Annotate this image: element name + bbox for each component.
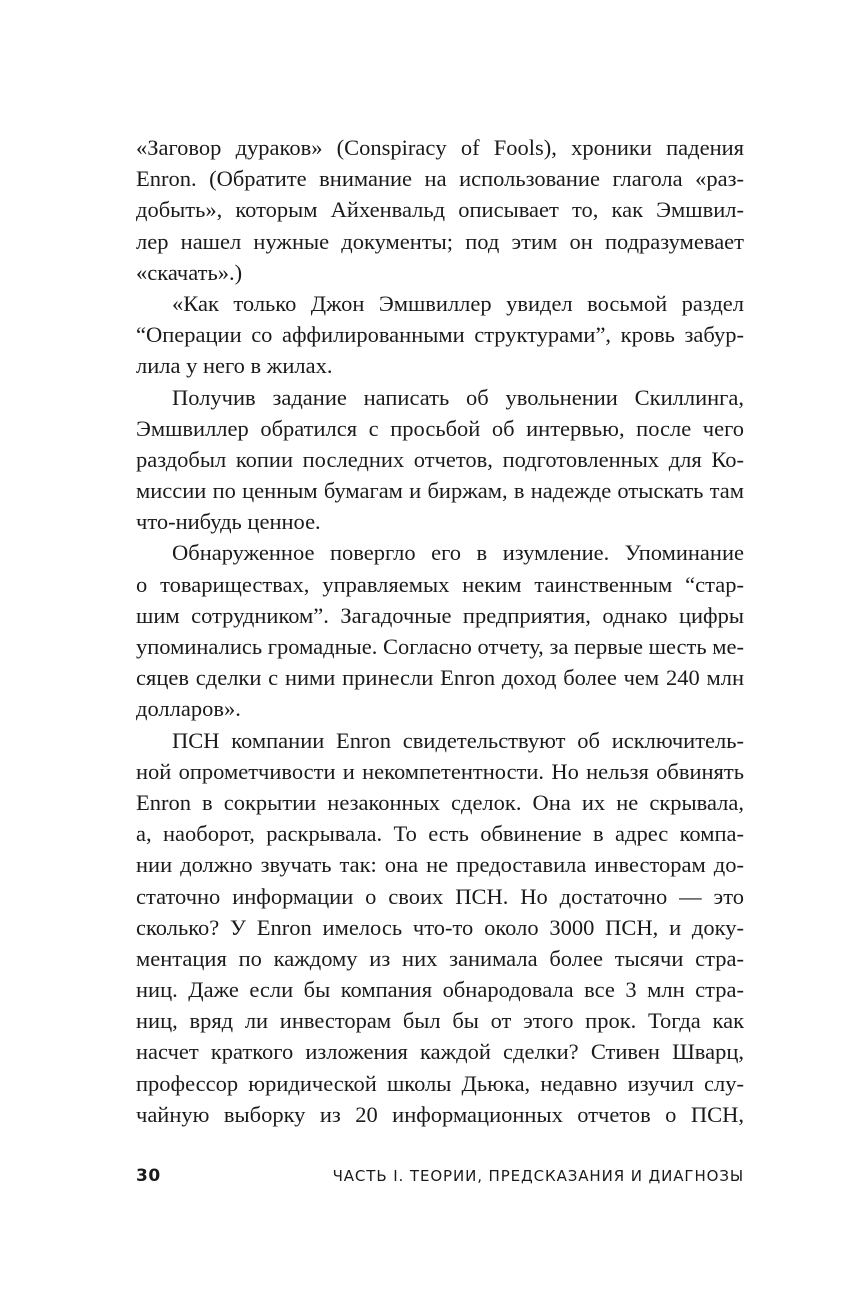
- page-footer: [136, 1161, 744, 1191]
- text-line: сколько? У Enron имелось что-то около 3000 ПСН, и доку-: [136, 914, 744, 940]
- text-line: упоминались громадные. Согласно отчету, за первые шесть ме-: [136, 634, 744, 659]
- text-line: а, наоборот, раскрывала. То есть обвинение в адрес компа-: [136, 821, 744, 847]
- text-line: ниц. Даже если бы компания обнародовала все 3 млн стра-: [136, 977, 744, 1003]
- text-line: Enron. (Обратите внимание на использование глагола «раз-: [136, 166, 744, 192]
- text-line: «Как только Джон Эмшвиллер увидел восьмой раздел: [172, 290, 744, 316]
- running-head: ЧАСТЬ I. ТЕОРИИ, ПРЕДСКАЗАНИЯ И ДИАГНОЗЫ: [332, 1167, 744, 1185]
- text-line: ниц, вряд ли инвесторам был бы от этого прок. Тогда как: [136, 1008, 744, 1034]
- text-line: “Операции со аффилированными структурами”, кровь забур-: [136, 322, 744, 348]
- text-line: «скачать».): [136, 259, 243, 285]
- text-line: ПСН компании Enron свидетельствуют об исключитель-: [172, 727, 744, 753]
- text-line: Получив задание написать об увольнении Скиллинга,: [172, 384, 744, 410]
- text-line: сяцев сделки с ними принесли Enron доход более чем 240 млн: [136, 665, 744, 691]
- text-line: долларов».: [136, 696, 241, 722]
- text-line: добыть», которым Айхенвальд описывает то, как Эмшвил-: [136, 197, 744, 223]
- page-number: 30: [136, 1166, 161, 1186]
- text-line: «Заговор дураков» (Conspiracy of Fools), хроники падения: [136, 135, 744, 160]
- text-line: насчет краткого изложения каждой сделки? Стивен Шварц,: [136, 1039, 744, 1065]
- text-line: шим сотрудником”. Загадочные предприятия, однако цифры: [136, 602, 744, 628]
- text-line: ментация по каждому из них занимала более тысячи стра-: [136, 945, 744, 971]
- text-line: нии должно звучать так: она не предоставила инвесторам до-: [136, 852, 744, 878]
- text-line: профессор юридической школы Дьюка, недавно изучил слу-: [136, 1070, 744, 1096]
- text-line: миссии по ценным бумагам и биржам, в надежде отыскать там: [136, 478, 744, 504]
- text-line: чайную выборку из 20 информационных отчетов о ПСН,: [136, 1101, 744, 1127]
- text-line: Обнаруженное повергло его в изумление. Упоминание: [172, 540, 744, 566]
- text-line: Эмшвиллер обратился с просьбой об интервью, после чего: [136, 415, 744, 441]
- text-line: ной опрометчивости и некомпетентности. Но нельзя обвинять: [136, 758, 744, 784]
- text-line: статочно информации о своих ПСН. Но достаточно — это: [136, 883, 744, 909]
- body-text: [136, 132, 744, 1130]
- text-line: Enron в сокрытии незаконных сделок. Она их не скрывала,: [136, 789, 744, 815]
- text-line: о товариществах, управляемых неким таинственным “стар-: [136, 571, 744, 597]
- text-line: лер нашел нужные документы; под этим он подразумевает: [136, 228, 744, 254]
- text-line: лила у него в жилах.: [136, 353, 333, 379]
- text-line: раздобыл копии последних отчетов, подготовленных для Ко-: [136, 446, 744, 472]
- text-line: что-нибудь ценное.: [136, 509, 321, 535]
